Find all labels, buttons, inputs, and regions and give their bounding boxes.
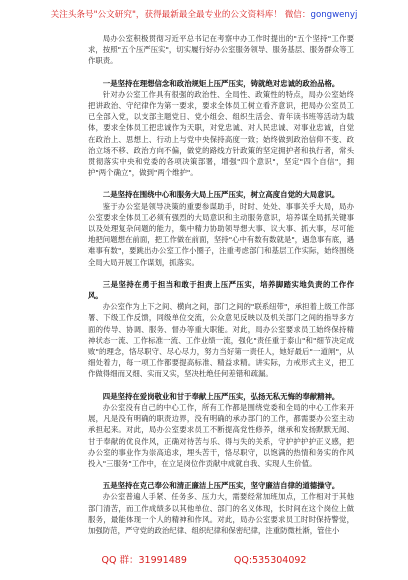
section-heading: 二是坚持在围绕中心和服务大局上压严压实，树立高度自觉的大局意识。 [102,190,340,200]
section-heading: 三是坚持在勇于担当和敢于担责上压严压实，培养脚踏实地负责的工作作风。 [88,279,354,301]
body-paragraph: 办公室普遍人手紧、任务多、压力大，需要经常加班加点，工作相对于其他部门清苦，而工作成绩多以其他单位、部门的名义体现，长时间在这个岗位上做服务，最能体现一个人的精神和作风。对此，局办公室要求员工时时保持警觉，加强防范，严守党的政治纪律、组织纪律和保密纪律，注重防微杜渐，管住小 [88,492,354,535]
body-paragraph: 针对办公室工作具有很强的政治性、全局性、政策性的特点，局办公室始终把讲政治、守纪律作为第一要求，要求全体员工树立看齐意识，把局办公室员工已全部入党，以支部主题党日、党小组会、组织生活会、青年读书班等活动为载体，要求全体员工把忠诚作为天职，对党忠诚、对人民忠诚、对事业忠诚，自觉在政治上、思想上、行动上与党中央保持高度一致；始终做到政治信仰不变、政治立场不移、政治方向不偏，做党的路线方针政策的坚定拥护者和执行者，常头贯彻落实中央和党委的各项决策部署，增强"四个意识"，坚定"四个自信"，拥护"两个确立"，做到"两个维护"。 [88,89,354,178]
document-body [88,33,354,536]
body-paragraph: 局办公室积极贯彻习近平总书记在考察中办工作时提出的"五个坚持"工作要求，按照"五个压严压实"，切实履行好办公室服务领导、服务基层、服务群众等工作职责。 [88,34,354,66]
banner-text: 关注头条号"公文研究"，获得最新最全最专业的公文资料库！ 微信： [50,10,311,20]
footer-qq-group: QQ 群：31991489 [101,555,187,566]
section-heading: 四是坚持在爱岗敬业和甘于奉献上压严压实，弘扬无私无悔的奉献精神。 [102,391,340,401]
promo-banner [0,9,408,21]
footer-qq-number: QQ:535304092 [233,555,307,566]
contact-footer [0,555,408,567]
banner-wechat-id: gongwenyj [310,10,358,20]
body-paragraph: 办公室没有自己的中心工作，所有工作都是围绕党委和全局的中心工作来开展，凡是没有明确的职责边界，没有明确的承办部门的工作，都需要办公室主动承担起来。对此，局办公室要求员工不断提高党性修养，继承和发扬默默无闻、甘于奉献的优良作风，正确对待苦与乐、得与失的关系，守护护护护正义感，把办公室的事业作为崇高追求，埋头苦干，恪尽职守，以饱满的热情和务实的作风投入"三服务"工作中，在立足岗位作贡献中成就自我、实现人生价值。 [88,402,354,468]
body-paragraph: 办公室作为上下之间、横向之间，部门之间的"联系纽带"，承担着上级工作部署、下级工作反馈，同级单位交流，公众意见反映以及机关部门之间的指导多方面的传导、协调、服务、督办等重大职能。对此，局办公室要求员工始终保持精神状态一流、工作标准一流、工作业绩一流，强化"责任重于泰山"和"细节决定成败"的理念，恪尽职守、尽心尽力，努力当好第一责任人，她好最后"一道闸"，从细处着力，每一项工作都要提高标准、精益求精。讲实际，力戒形式主义，把工作做得细而又细、实而又实，坚决杜绝任何差错和疏漏。 [88,302,354,379]
body-paragraph: 鉴于办公室是领导决策的重要参谋助手，时时、处处、事事关乎大局，局办公室要求全体员工必须有强烈的大局意识和主动服务意识，培养谋全局抓关键事以及处理复杂问题的能力，集中精力协助领导想大事、议大事、抓大事，尽可能地把问题想在前面，把工作做在前面，坚持"心中有数有数就是"，遇急事有底，遇难事有数"，要跳出办公室工作小圈子，注重考虑部门和基层工作实际，始终围绕全局大局开展工作谋划，抓落实。 [88,201,354,267]
section-heading: 一是坚持在理想信念和政治规矩上压严压实，铸就绝对忠诚的政治品格。 [102,78,340,88]
section-heading: 五是坚持在克己奉公和清正廉洁上压严压实，坚守廉洁自律的道德操守。 [102,481,340,491]
